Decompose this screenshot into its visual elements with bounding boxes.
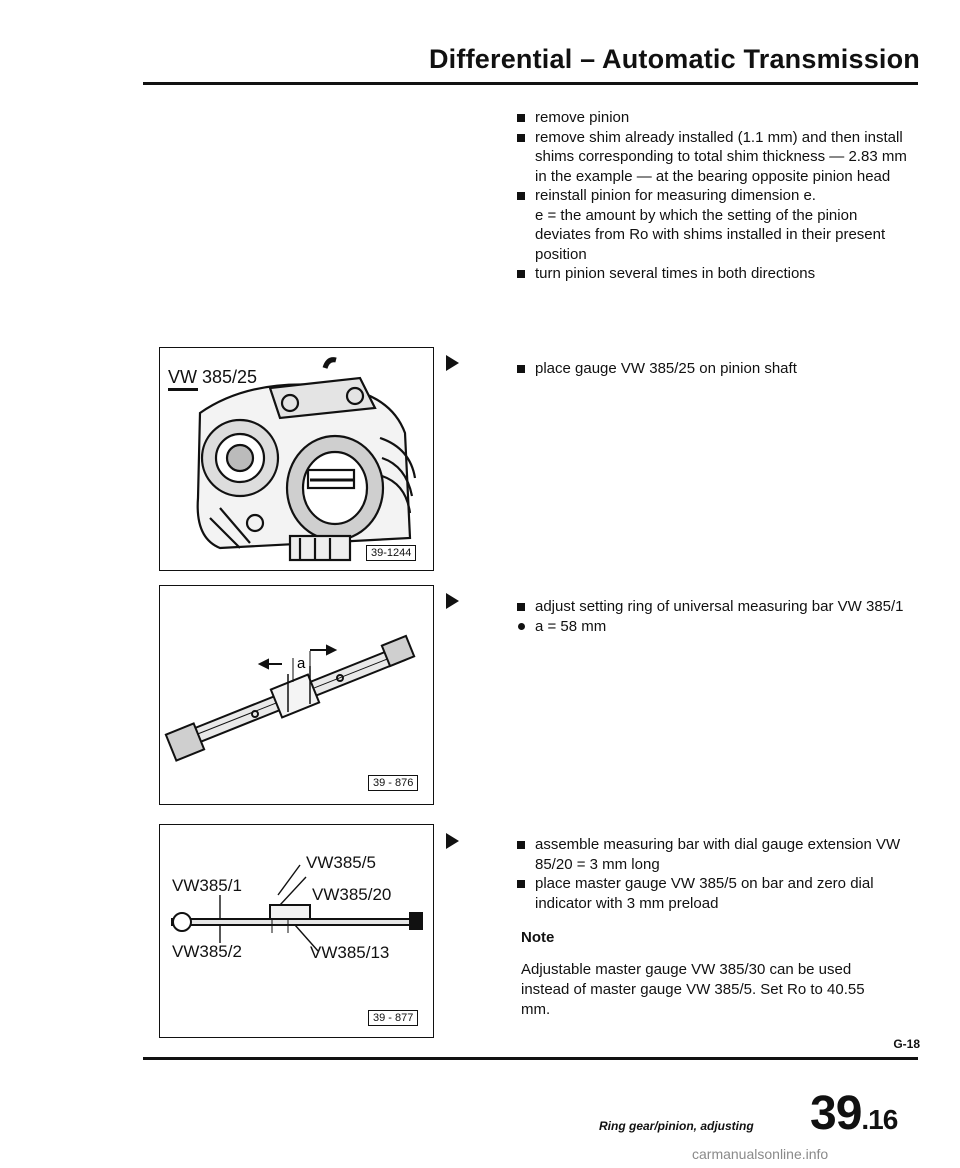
figure-code: 39 - 877 (368, 1010, 418, 1026)
note-heading: Note (521, 929, 555, 946)
label-adapter: VW385/13 (310, 943, 390, 962)
measuring-bar-illustration (160, 586, 433, 804)
step-item (517, 617, 907, 637)
step-text: place gauge VW 385/25 on pinion shaft (535, 360, 797, 377)
figure-tool-label: VW 385/25 (168, 367, 258, 387)
square-bullet-icon (517, 192, 525, 200)
note-text: Adjustable master gauge VW 385/30 can be used instead of master gauge VW 385/5. Set Ro to 40.55 mm. (521, 961, 865, 1018)
step-text: remove shim already installed (1.1 mm) and then install shims corresponding to total shim thickness — 2.83 mm in the example — at the bearing opposite pinion head (535, 128, 907, 185)
square-bullet-icon (517, 603, 525, 611)
step-bar (517, 597, 907, 636)
watermark: carmanualsonline.info (692, 1146, 829, 1162)
step-text: reinstall pinion for measuring dimension e. (535, 187, 816, 204)
step-bar-list (517, 597, 907, 636)
pointer-arrow-2 (446, 593, 459, 609)
master-gauge-illustration (160, 825, 433, 1037)
pointer-arrow-1 (446, 355, 459, 371)
step-text: e = the amount by which the setting of the pinion deviates from Ro with shims installed in their present position (535, 206, 886, 263)
square-bullet-icon (517, 114, 525, 122)
steps-top (517, 108, 907, 284)
label-extension: VW385/20 (312, 885, 392, 904)
step-text: remove pinion (535, 109, 630, 126)
step-item (517, 108, 907, 128)
step-text: turn pinion several times in both directions (535, 265, 816, 282)
square-bullet-icon (517, 270, 525, 278)
steps-top-list (517, 108, 907, 284)
figure-gauge-on-housing (159, 347, 434, 571)
step-dial-list (517, 835, 907, 913)
square-bullet-icon (517, 365, 525, 373)
section-label: Ring gear/pinion, adjusting (599, 1119, 754, 1133)
label-dial-holder: VW385/2 (172, 942, 242, 961)
figure-code: 39 - 876 (368, 775, 418, 791)
page-code: G-18 (893, 1037, 920, 1051)
step-item (517, 206, 907, 265)
step-item (517, 264, 907, 284)
step-item (517, 186, 907, 206)
section-number (810, 1086, 897, 1141)
step-text: assemble measuring bar with dial gauge extension VW 85/20 = 3 mm long (535, 836, 901, 873)
section-number-main: 39 (810, 1087, 862, 1140)
figure-code: 39-1244 (366, 545, 416, 561)
step-dial (517, 835, 907, 913)
step-text: place master gauge VW 385/5 on bar and zero dial indicator with 3 mm preload (535, 875, 874, 912)
step-gauge (517, 359, 907, 379)
square-bullet-icon (517, 134, 525, 142)
header-rule (143, 82, 918, 85)
label-measuring-bar: VW385/1 (172, 876, 242, 895)
pointer-arrow-3 (446, 833, 459, 849)
figure-measuring-bar (159, 585, 434, 805)
figure-master-gauge (159, 824, 434, 1038)
dimension-label: a (297, 655, 306, 672)
square-bullet-icon (517, 841, 525, 849)
square-bullet-icon (517, 880, 525, 888)
page-title: Differential – Automatic Transmission (428, 44, 920, 74)
section-number-sub: .16 (861, 1104, 898, 1135)
step-text: adjust setting ring of universal measuring bar VW 385/1 (535, 598, 904, 615)
step-item (517, 835, 907, 874)
label-master-gauge: VW385/5 (306, 853, 376, 872)
step-item (517, 874, 907, 913)
step-item (517, 597, 907, 617)
dot-bullet-icon (518, 623, 525, 630)
step-text: a = 58 mm (535, 617, 607, 635)
step-item (517, 359, 907, 379)
step-item (517, 128, 907, 187)
footer-rule (143, 1057, 918, 1060)
step-gauge-list (517, 359, 907, 379)
